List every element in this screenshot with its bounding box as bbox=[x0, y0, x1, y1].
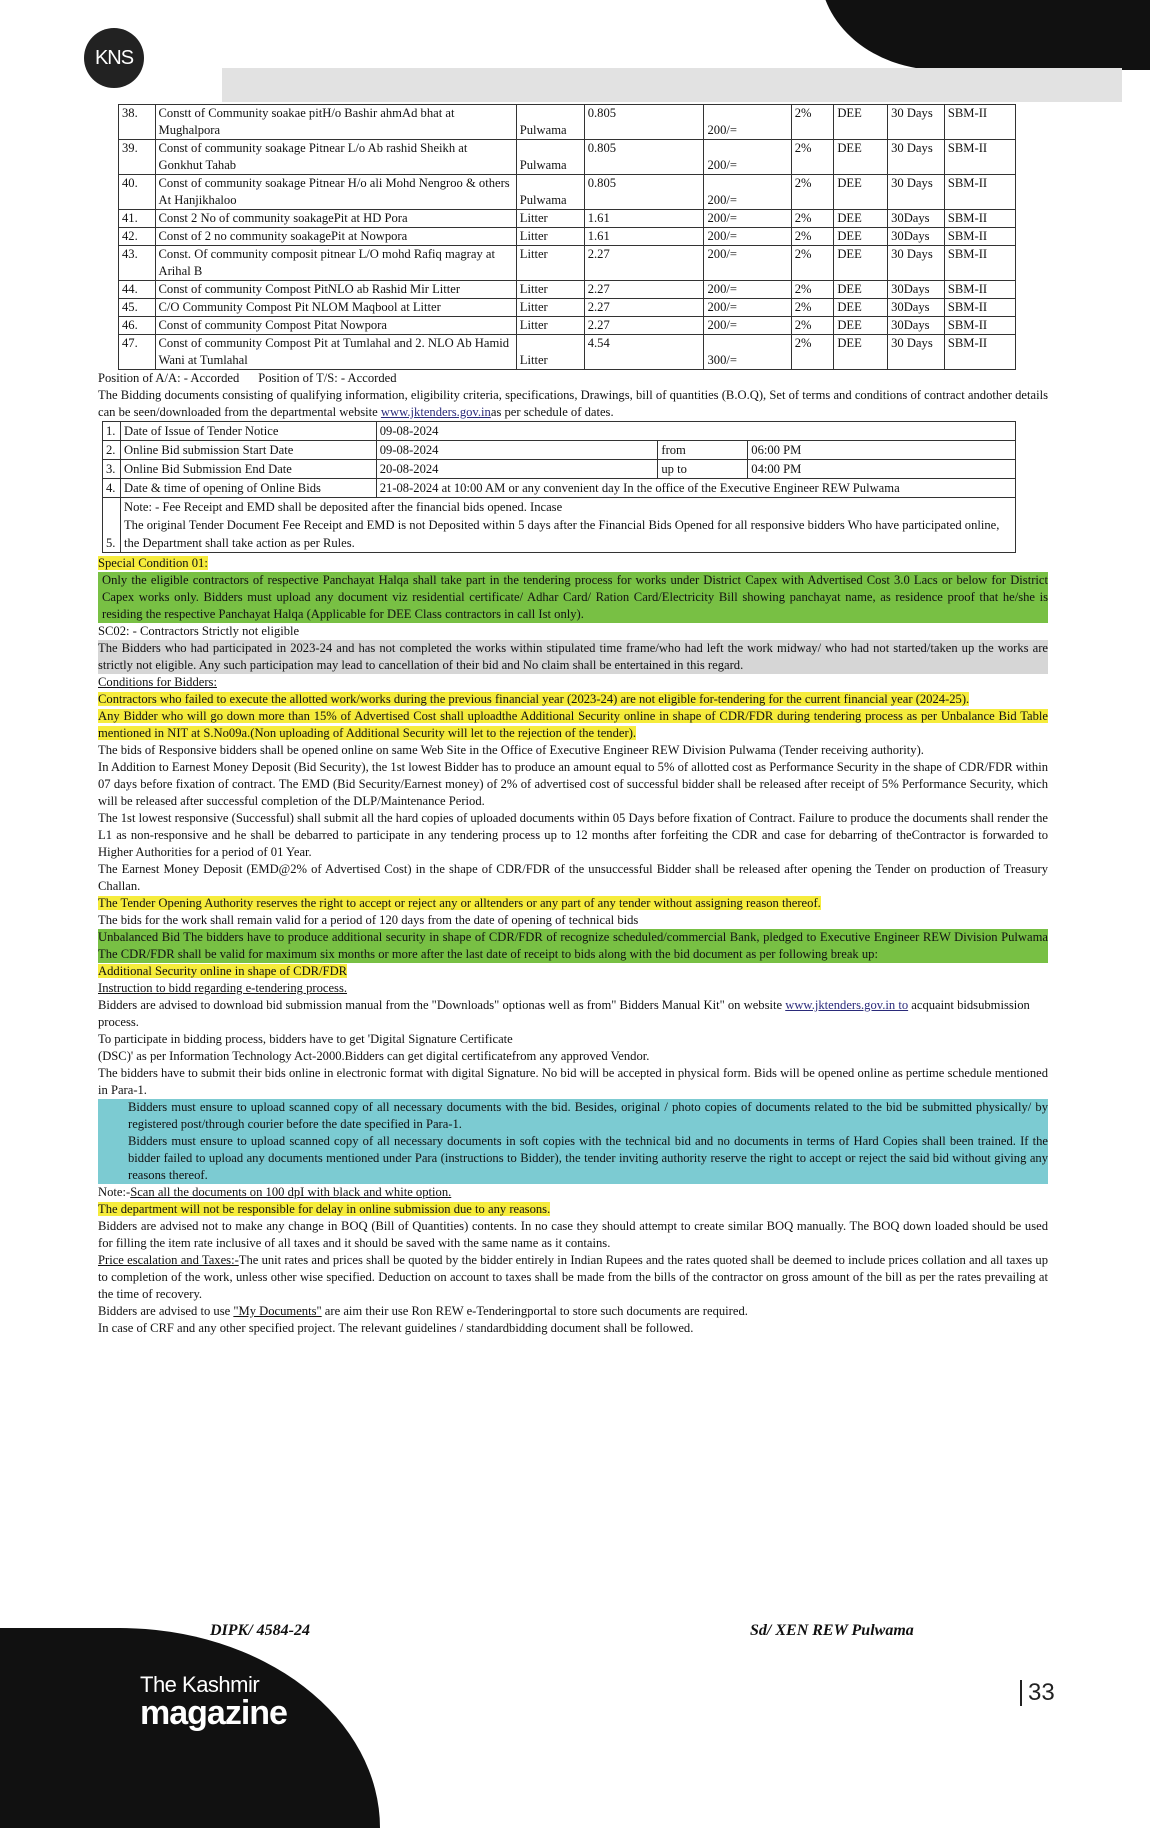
scheme-cell: SBM-II bbox=[944, 299, 1015, 317]
tender-fee-cell: 200/= bbox=[704, 281, 791, 299]
table-row bbox=[119, 228, 1016, 246]
schedule-row bbox=[103, 498, 1016, 553]
completion-time-cell: 30 Days bbox=[888, 246, 945, 281]
jktenders-link-2[interactable]: www.jktenders.gov.in to bbox=[785, 998, 909, 1012]
dipk-reference: DIPK/ 4584-24 bbox=[210, 1622, 310, 1639]
schedule-word: up to bbox=[658, 460, 748, 479]
cond-22: Bidders are advised to use "My Documents" are aim their use Ron REW e-Tenderingportal to store such documents are required. bbox=[98, 1304, 748, 1318]
scheme-cell: SBM-II bbox=[944, 175, 1015, 210]
tender-fee-cell: 300/= bbox=[704, 335, 791, 370]
completion-time-cell: 30Days bbox=[888, 299, 945, 317]
advertised-cost-cell: 2.27 bbox=[584, 317, 704, 335]
special-condition-body: Only the eligible contractors of respective Panchayat Halqa shall take part in the tendering process for works under District Capex with Advertised Cost 3.0 Lacs or below for District Capex works only. Bidders must upload any document viz residential certificate/ Adhar Card/ Ration Card/Electricity Bill showing panchayat name, as residence proof that he/she is residing the respective Panchayat Halqa (Applicable for DEE Class contractors in call Ist only). bbox=[98, 572, 1048, 623]
work-name-cell: Const of community Compost Pit at Tumlahal and 2. NLO Ab Hamid Wani at Tumlahal bbox=[155, 335, 516, 370]
table-row bbox=[119, 281, 1016, 299]
schedule-row bbox=[103, 460, 1016, 479]
jktenders-link[interactable]: www.jktenders.gov.in bbox=[380, 405, 491, 419]
notice-content bbox=[98, 104, 1048, 1337]
cond-12: Bidders are advised to download bid submission manual from the "Downloads" optionas well as from" Bidders Manual Kit" on website www.jktenders.gov.in to acquaint bidsubmission process. bbox=[98, 998, 1030, 1029]
row-number-cell: 47. bbox=[119, 335, 156, 370]
location-cell: Pulwama bbox=[516, 140, 584, 175]
schedule-label: Date of Issue of Tender Notice bbox=[120, 422, 376, 441]
work-name-cell: Const of community soakage Pitnear L/o Ab rashid Sheikh at Gonkhut Tahab bbox=[155, 140, 516, 175]
row-number-cell: 45. bbox=[119, 299, 156, 317]
cond-13: To participate in bidding process, bidders have to get 'Digital Signature Certificate bbox=[98, 1032, 513, 1046]
works-table bbox=[118, 104, 1016, 370]
conditions-title: Conditions for Bidders: bbox=[98, 675, 217, 689]
location-cell: Litter bbox=[516, 281, 584, 299]
schedule-row bbox=[103, 479, 1016, 498]
tender-fee-cell: 200/= bbox=[704, 246, 791, 281]
scheme-cell: SBM-II bbox=[944, 210, 1015, 228]
tender-fee-cell: 200/= bbox=[704, 228, 791, 246]
work-name-cell: Const. Of community composit pitnear L/O mohd Rafiq magray at Arihal B bbox=[155, 246, 516, 281]
work-name-cell: Constt of Community soakae pitH/o Bashir ahmAd bhat at Mughalpora bbox=[155, 105, 516, 140]
row-number-cell: 44. bbox=[119, 281, 156, 299]
emd-rate-cell: 2% bbox=[791, 210, 834, 228]
completion-time-cell: 30 Days bbox=[888, 175, 945, 210]
cond-23: In case of CRF and any other specified project. The relevant guidelines / standardbidding document shall be followed. bbox=[98, 1321, 694, 1335]
location-cell: Pulwama bbox=[516, 105, 584, 140]
schedule-table bbox=[102, 421, 1016, 553]
row-number-cell: 43. bbox=[119, 246, 156, 281]
contractor-class-cell: DEE bbox=[834, 140, 888, 175]
completion-time-cell: 30 Days bbox=[888, 335, 945, 370]
completion-time-cell: 30Days bbox=[888, 210, 945, 228]
unbalanced-bid-para: Unbalanced Bid The bidders have to produce additional security in shape of CDR/FDR of recognize scheduled/commercial Bank, pledged to Executive Engineer REW Division Pulwama The CDR/FDR shall be valid for maximum six months or more after the last date of receipt to bids along with the bid document as per following break up: bbox=[98, 930, 1048, 961]
emd-rate-cell: 2% bbox=[791, 228, 834, 246]
emd-rate-cell: 2% bbox=[791, 317, 834, 335]
scheme-cell: SBM-II bbox=[944, 228, 1015, 246]
schedule-time: 04:00 PM bbox=[748, 460, 1016, 479]
cond-15: The bidders have to submit their bids online in electronic format with digital Signature. No bid will be accepted in physical form. Bids will be opened online as pertime schedule mentioned in Para-1. bbox=[98, 1066, 1048, 1097]
cond-14: (DSC)' as per Information Technology Act-2000.Bidders can get digital certificatefrom any approved Vendor. bbox=[98, 1049, 650, 1063]
contractor-class-cell: DEE bbox=[834, 105, 888, 140]
work-name-cell: Const of community Compost PitNLO ab Rashid Mir Litter bbox=[155, 281, 516, 299]
contractor-class-cell: DEE bbox=[834, 210, 888, 228]
tender-fee-cell: 200/= bbox=[704, 105, 791, 140]
schedule-date: 09-08-2024 bbox=[376, 441, 658, 460]
schedule-time: 06:00 PM bbox=[748, 441, 1016, 460]
instruction-title: Instruction to bidd regarding e-tendering process. bbox=[98, 981, 348, 995]
scheme-cell: SBM-II bbox=[944, 140, 1015, 175]
advertised-cost-cell: 2.27 bbox=[584, 299, 704, 317]
row-number-cell: 42. bbox=[119, 228, 156, 246]
location-cell: Litter bbox=[516, 246, 584, 281]
table-row bbox=[119, 175, 1016, 210]
emd-rate-cell: 2% bbox=[791, 281, 834, 299]
bidding-docs-para: The Bidding documents consisting of qualifying information, eligibility criteria, specifications, Drawings, bill of quantities (B.O.Q), Set of terms and conditions of contract andother details can be seen/downloaded from the departmental website www.jktenders.gov.inas per schedule of dates. bbox=[98, 388, 1048, 419]
table-row bbox=[119, 140, 1016, 175]
schedule-note: Note: - Fee Receipt and EMD shall be deposited after the financial bids opened. Incase The original Tender Document Fee Receipt and EMD is not Deposited within 5 days after the Financial Bids Opened for all responsive bidders Who have participated online, the Department shall take action as per Rules. bbox=[120, 498, 1015, 553]
table-row bbox=[119, 299, 1016, 317]
cond-3: The bids of Responsive bidders shall be opened online on same Web Site in the Office of Executive Engineer REW Division Pulwama (Tender receiving authority). bbox=[98, 743, 924, 757]
kns-logo: KNS bbox=[84, 28, 144, 88]
contractor-class-cell: DEE bbox=[834, 335, 888, 370]
signature-line: Sd/ XEN REW Pulwama bbox=[750, 1622, 914, 1639]
contractor-class-cell: DEE bbox=[834, 175, 888, 210]
additional-security-line: Additional Security online in shape of CDR/FDR bbox=[98, 964, 348, 978]
emd-rate-cell: 2% bbox=[791, 246, 834, 281]
cond-4: In Addition to Earnest Money Deposit (Bid Security), the 1st lowest Bidder has to produce an amount equal to 5% of allotted cost as Performance Security in the shape of CDR/FDR within 07 days before fixation of contract. The EMD (Bid Security/Earnest money) of 2% of advertised cost of successful bidder shall be released after receipt of 5% Performance Security, which will be released after successful completion of the DLP/Maintenance Period. bbox=[98, 760, 1048, 808]
schedule-number: 2. bbox=[103, 441, 121, 460]
completion-time-cell: 30Days bbox=[888, 317, 945, 335]
schedule-date: 21-08-2024 at 10:00 AM or any convenient day In the office of the Executive Engineer REW Pulwama bbox=[376, 479, 1015, 498]
scheme-cell: SBM-II bbox=[944, 335, 1015, 370]
emd-rate-cell: 2% bbox=[791, 335, 834, 370]
contractor-class-cell: DEE bbox=[834, 281, 888, 299]
scheme-cell: SBM-II bbox=[944, 317, 1015, 335]
emd-rate-cell: 2% bbox=[791, 175, 834, 210]
schedule-row bbox=[103, 422, 1016, 441]
advertised-cost-cell: 0.805 bbox=[584, 105, 704, 140]
schedule-number: 1. bbox=[103, 422, 121, 441]
cond-8: The bids for the work shall remain valid for a period of 120 days from the date of opening of technical bids bbox=[98, 913, 639, 927]
location-cell: Pulwama bbox=[516, 175, 584, 210]
work-name-cell: C/O Community Compost Pit NLOM Maqbool at Litter bbox=[155, 299, 516, 317]
schedule-number: 3. bbox=[103, 460, 121, 479]
location-cell: Litter bbox=[516, 228, 584, 246]
contractor-class-cell: DEE bbox=[834, 246, 888, 281]
tender-fee-cell: 200/= bbox=[704, 140, 791, 175]
advertised-cost-cell: 0.805 bbox=[584, 140, 704, 175]
advertised-cost-cell: 2.27 bbox=[584, 246, 704, 281]
header-bar bbox=[222, 68, 1122, 102]
work-name-cell: Const of 2 no community soakagePit at Nowpora bbox=[155, 228, 516, 246]
advertised-cost-cell: 4.54 bbox=[584, 335, 704, 370]
location-cell: Litter bbox=[516, 335, 584, 370]
table-row bbox=[119, 317, 1016, 335]
cond-6: The Earnest Money Deposit (EMD@2% of Advertised Cost) in the shape of CDR/FDR of the unsuccessful Bidder shall be released after opening the Tender on production of Treasury Challan. bbox=[98, 862, 1048, 893]
contractor-class-cell: DEE bbox=[834, 317, 888, 335]
emd-rate-cell: 2% bbox=[791, 299, 834, 317]
table-row bbox=[119, 105, 1016, 140]
sc02-title: SC02: - Contractors Strictly not eligible bbox=[98, 624, 300, 638]
cond-20: Bidders are advised not to make any change in BOQ (Bill of Quantities) contents. In no case they should attempt to create similar BOQ manually. The BOQ down loaded should be used for filling the item rate inclusive of all taxes and it should be saved with the same name as it contains. bbox=[98, 1219, 1048, 1250]
schedule-row bbox=[103, 441, 1016, 460]
cond-1: Contractors who failed to execute the allotted work/works during the previous financial year (2023-24) are not eligible for-tendering for the current financial year (2024-25). bbox=[98, 692, 970, 706]
schedule-number: 4. bbox=[103, 479, 121, 498]
completion-time-cell: 30Days bbox=[888, 281, 945, 299]
page-number: 33 bbox=[1020, 1680, 1055, 1706]
emd-rate-cell: 2% bbox=[791, 105, 834, 140]
row-number-cell: 40. bbox=[119, 175, 156, 210]
schedule-date: 09-08-2024 bbox=[376, 422, 1015, 441]
work-name-cell: Const of community soakage Pitnear H/o ali Mohd Nengroo & others At Hanjikhaloo bbox=[155, 175, 516, 210]
scan-note: Note:-Scan all the documents on 100 dpI with black and white option. bbox=[98, 1185, 452, 1199]
contractor-class-cell: DEE bbox=[834, 228, 888, 246]
cond-16: Bidders must ensure to upload scanned copy of all necessary documents with the bid. Besides, original / photo copies of documents related to the bid be submitted physically/ by registered post/through courier before the date specified in Para-1. bbox=[98, 1099, 1048, 1133]
work-name-cell: Const of community Compost Pitat Nowpora bbox=[155, 317, 516, 335]
location-cell: Litter bbox=[516, 317, 584, 335]
row-number-cell: 39. bbox=[119, 140, 156, 175]
row-number-cell: 38. bbox=[119, 105, 156, 140]
cond-2: Any Bidder who will go down more than 15% of Advertised Cost shall uploadthe Additional Security online in shape of CDR/FDR during tendering process as per Unbalance Bid Table mentioned in NIT at S.No09a.(Non uploading of Additional Security will let to the rejection of the tender). bbox=[98, 709, 1048, 740]
special-condition-title: Special Condition 01: bbox=[98, 556, 208, 570]
schedule-label: Date & time of opening of Online Bids bbox=[120, 479, 376, 498]
advertised-cost-cell: 2.27 bbox=[584, 281, 704, 299]
scheme-cell: SBM-II bbox=[944, 105, 1015, 140]
location-cell: Litter bbox=[516, 299, 584, 317]
completion-time-cell: 30Days bbox=[888, 228, 945, 246]
location-cell: Litter bbox=[516, 210, 584, 228]
position-line: Position of A/A: - Accorded Position of T/S: - Accorded bbox=[98, 371, 397, 385]
row-number-cell: 41. bbox=[119, 210, 156, 228]
table-row bbox=[119, 246, 1016, 281]
tender-fee-cell: 200/= bbox=[704, 299, 791, 317]
completion-time-cell: 30 Days bbox=[888, 105, 945, 140]
advertised-cost-cell: 0.805 bbox=[584, 175, 704, 210]
sc02-body: The Bidders who had participated in 2023-24 and has not completed the works within stipulated time frame/who had left the work midway/ who had not started/taken up the works are strictly not eligible. Any such participation may lead to cancellation of their bid and No claim shall be entertained in this regard. bbox=[98, 641, 1048, 672]
table-row bbox=[119, 210, 1016, 228]
advertised-cost-cell: 1.61 bbox=[584, 228, 704, 246]
advertised-cost-cell: 1.61 bbox=[584, 210, 704, 228]
emd-rate-cell: 2% bbox=[791, 140, 834, 175]
cond-7: The Tender Opening Authority reserves the right to accept or reject any or alltenders or any part of any tender without assigning reason thereof. bbox=[98, 896, 821, 910]
magazine-logo: The Kashmir magazine bbox=[140, 1672, 287, 1732]
cond-5: The 1st lowest responsive (Successful) shall submit all the hard copies of uploaded documents within 05 Days before fixation of Contract. Failure to produce the documents shall render the L1 as non-responsive and he shall be debarred to participate in any tendering process up to 12 months after forfeiting the CDR and case for debarring of theContractor is forwarded to Higher Authorities for a period of 01 Year. bbox=[98, 811, 1048, 859]
cond-19: The department will not be responsible for delay in online submission due to any reasons. bbox=[98, 1202, 551, 1216]
work-name-cell: Const 2 No of community soakagePit at HD Pora bbox=[155, 210, 516, 228]
schedule-label: Online Bid submission Start Date bbox=[120, 441, 376, 460]
schedule-number: 5. bbox=[103, 498, 121, 553]
scheme-cell: SBM-II bbox=[944, 246, 1015, 281]
row-number-cell: 46. bbox=[119, 317, 156, 335]
schedule-word: from bbox=[658, 441, 748, 460]
tender-fee-cell: 200/= bbox=[704, 317, 791, 335]
scheme-cell: SBM-II bbox=[944, 281, 1015, 299]
table-row bbox=[119, 335, 1016, 370]
completion-time-cell: 30 Days bbox=[888, 140, 945, 175]
tender-fee-cell: 200/= bbox=[704, 210, 791, 228]
tender-fee-cell: 200/= bbox=[704, 175, 791, 210]
schedule-label: Online Bid Submission End Date bbox=[120, 460, 376, 479]
contractor-class-cell: DEE bbox=[834, 299, 888, 317]
corner-decoration bbox=[820, 0, 1150, 70]
cond-21: Price escalation and Taxes:-The unit rates and prices shall be quoted by the bidder entirely in Indian Rupees and the rates quoted shall be deemed to include prices collation and all taxes up to completion of the work, unless other wise specified. Deduction on account to taxes shall be made from the bills of the contractor on gross amount of the bill as per the rates prevailing at the time of recovery. bbox=[98, 1253, 1048, 1301]
cond-17: Bidders must ensure to upload scanned copy of all necessary documents in soft copies with the technical bid and no documents in terms of Hard Copies shall been trained. If the bidder failed to upload any documents mentioned under Para (instructions to Bidder), the tender inviting authority reserve the right to accept or reject the said bid without giving any reasons thereof. bbox=[98, 1133, 1048, 1184]
schedule-date: 20-08-2024 bbox=[376, 460, 658, 479]
